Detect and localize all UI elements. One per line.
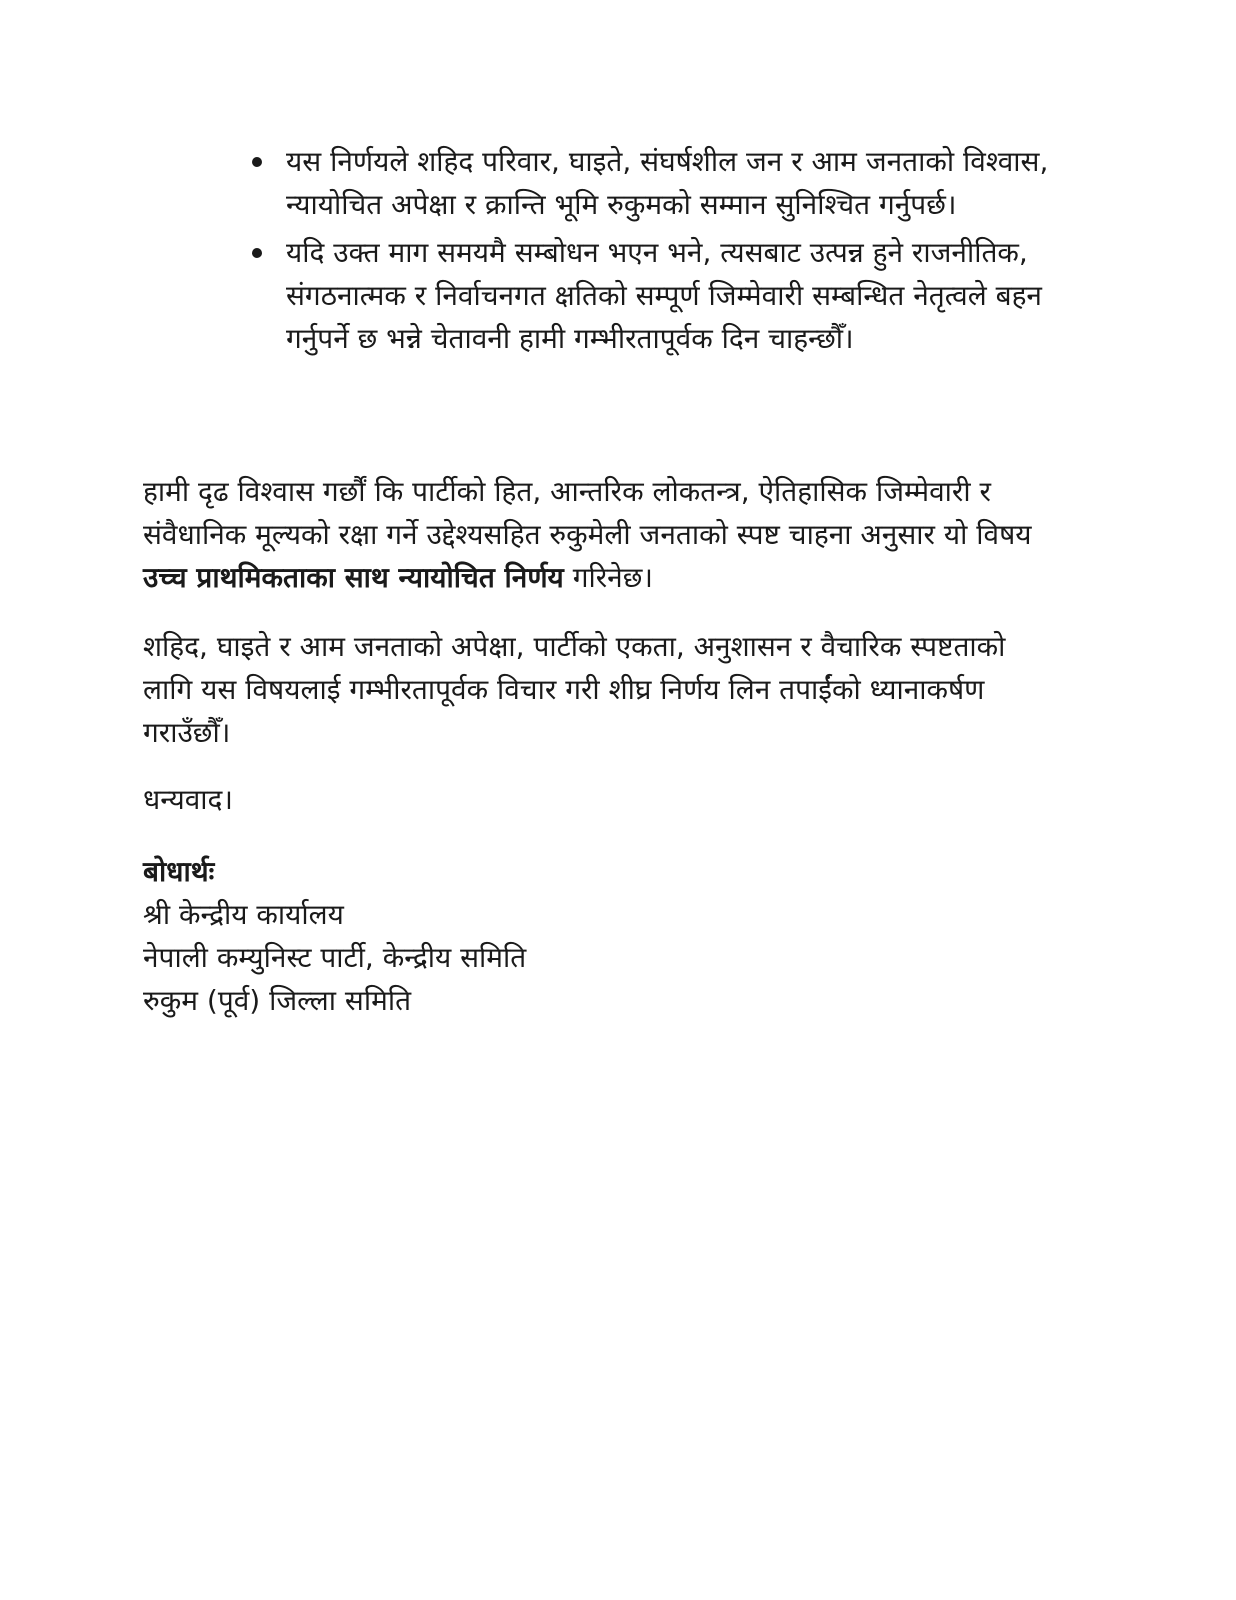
cc-block: [143, 850, 843, 1022]
list-item-text: यदि उक्त माग समयमै सम्बोधन भएन भने, त्यसबाट उत्पन्न हुने राजनीतिक, संगठनात्मक र निर्वाचनगत क्षतिको सम्पूर्ण जिम्मेवारी सम्बन्धित नेतृत्वले बहन गर्नुपर्ने छ भन्ने चेतावनी हामी गम्भीरतापूर्वक दिन चाहन्छौँ।: [286, 236, 1042, 355]
cc-heading: बोधार्थः: [143, 855, 215, 888]
belief-paragraph-end: गरिनेछ।: [563, 561, 653, 594]
closing-thanks: धन्यवाद।: [143, 783, 234, 816]
bullet-icon: [252, 248, 262, 258]
cc-recipient: श्री केन्द्रीय कार्यालय: [143, 898, 344, 931]
belief-paragraph-text: हामी दृढ विश्वास गर्छौं कि पार्टीको हित, आन्तरिक लोकतन्त्र, ऐतिहासिक जिम्मेवारी र संवैधानिक मूल्यको रक्षा गर्ने उद्देश्यसहित रुकुमेली जनताको स्पष्ट चाहना अनुसार यो विषय: [143, 475, 1032, 551]
list-item-text: यस निर्णयले शहिद परिवार, घाइते, संघर्षशील जन र आम जनताको विश्वास, न्यायोचित अपेक्षा र क्रान्ति भूमि रुकुमको सम्मान सुनिश्चित गर्नुपर्छ।: [286, 145, 1049, 221]
cc-recipient: रुकुम (पूर्व) जिल्ला समिति: [143, 984, 412, 1017]
belief-paragraph-bold: उच्च प्राथमिकताका साथ न्यायोचित निर्णय: [143, 561, 564, 594]
list-item: [250, 231, 1070, 360]
list-item: [250, 140, 1070, 226]
attention-paragraph: शहिद, घाइते र आम जनताको अपेक्षा, पार्टीको एकता, अनुशासन र वैचारिक स्पष्टताको लागि यस विषयलाई गम्भीरतापूर्वक विचार गरी शीघ्र निर्णय लिन तपाईंको ध्यानाकर्षण गराउँछौँ।: [143, 630, 1006, 749]
belief-paragraph: [143, 470, 1063, 599]
bullet-icon: [252, 157, 262, 167]
demands-list: [250, 140, 1070, 365]
cc-recipient: नेपाली कम्युनिस्ट पार्टी, केन्द्रीय समिति: [143, 941, 527, 974]
